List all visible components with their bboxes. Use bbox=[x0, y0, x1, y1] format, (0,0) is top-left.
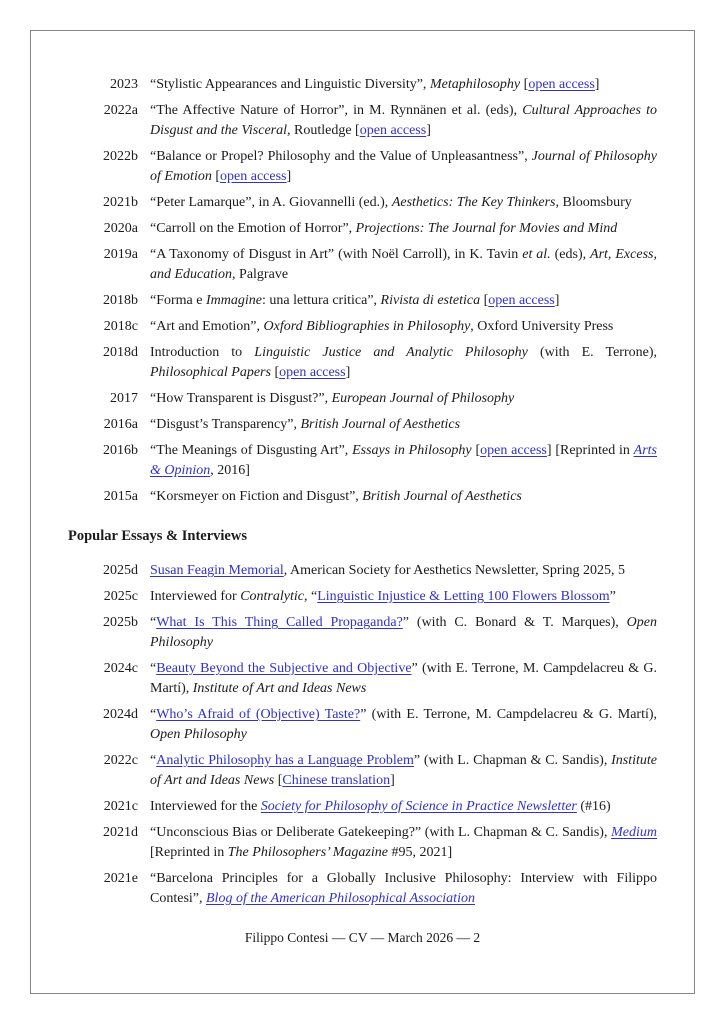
entry-text-segment: ] bbox=[345, 365, 351, 380]
entry-text-segment: “Stylistic Appearances and Linguistic Diversity”, bbox=[150, 77, 430, 92]
entry-text-segment: “ bbox=[150, 615, 157, 630]
entry-text-segment: , Oxford University Press bbox=[470, 319, 614, 334]
entry-year: 2021c bbox=[103, 799, 138, 814]
entry-text-segment: [ bbox=[520, 77, 529, 92]
entry-link[interactable]: Medium bbox=[611, 825, 657, 840]
entry-text-segment: Journal of Philosophy of Emotion bbox=[150, 149, 657, 184]
entry-text-segment: “Carroll on the Emotion of Horror”, bbox=[150, 221, 356, 236]
entry-text-segment: Oxford Bibliographies in Philosophy bbox=[263, 319, 471, 334]
entry-text bbox=[150, 797, 657, 817]
publication-entry bbox=[68, 487, 657, 507]
entry-link[interactable]: Chinese translation bbox=[282, 773, 391, 788]
entry-text-segment: , Palgrave bbox=[232, 267, 289, 282]
entry-text-segment: ] bbox=[594, 77, 600, 92]
entry-text-segment: Metaphilosophy bbox=[429, 77, 521, 92]
entry-year: 2016b bbox=[103, 443, 138, 458]
entry-year: 2023 bbox=[110, 77, 138, 92]
entry-text bbox=[150, 869, 657, 909]
entry-text-segment: Philosophical Papers bbox=[150, 365, 271, 380]
publication-entry bbox=[68, 613, 657, 653]
entry-text-segment: “Disgust’s Transparency”, bbox=[150, 417, 301, 432]
entry-text-segment: “The Affective Nature of Horror”, in M. Rynnänen et al. (eds), bbox=[150, 103, 523, 118]
entry-text-segment: “How Transparent is Disgust?”, bbox=[150, 391, 332, 406]
entry-year: 2020a bbox=[103, 221, 138, 236]
entry-text-segment: ] bbox=[426, 123, 431, 138]
entry-text-segment: Contralytic bbox=[240, 589, 304, 604]
entry-text-segment: (eds), bbox=[550, 247, 591, 262]
entry-text-segment: “Forma e bbox=[150, 293, 206, 308]
entry-text bbox=[150, 823, 657, 863]
entry-text-segment: ] bbox=[554, 293, 560, 308]
entry-text-segment: #95, 2021] bbox=[387, 845, 453, 860]
entry-link[interactable]: open access bbox=[359, 123, 427, 138]
entry-link[interactable]: Linguistic Injustice & Letting 100 Flowers Blossom bbox=[317, 589, 610, 604]
publication-entry bbox=[68, 147, 657, 187]
entry-text bbox=[150, 343, 657, 383]
publication-entry bbox=[68, 587, 657, 607]
page-footer: Filippo Contesi — CV — March 2026 — 2 bbox=[244, 930, 481, 945]
publication-entry bbox=[68, 705, 657, 745]
entry-text-segment: Cultural Approaches to Disgust and the Visceral bbox=[150, 103, 657, 138]
entry-text-segment: Interviewed for bbox=[150, 589, 241, 604]
entry-year: 2018c bbox=[103, 319, 138, 334]
entry-text-segment: “A Taxonomy of Disgust in Art” (with Noël Carroll), in K. Tavin bbox=[150, 247, 523, 262]
entry-year: 2017 bbox=[110, 391, 138, 406]
entry-text-segment: et al. bbox=[522, 247, 551, 262]
entry-text-segment: Rivista di estetica bbox=[380, 293, 481, 308]
entry-year: 2022b bbox=[103, 149, 138, 164]
entry-year: 2018d bbox=[103, 345, 138, 360]
entry-text-segment: [Reprinted in bbox=[150, 845, 228, 860]
entry-text-segment: Projections: The Journal for Movies and Mind bbox=[355, 221, 618, 236]
entry-text bbox=[150, 751, 657, 791]
entry-text-segment: , American Society for Aesthetics Newsletter, Spring 2025, 5 bbox=[283, 563, 625, 578]
entry-link[interactable]: Arts & Opinion bbox=[150, 443, 658, 478]
entry-text-segment: Aesthetics: The Key Thinkers bbox=[391, 195, 556, 210]
publication-entry bbox=[68, 219, 657, 239]
entry-link[interactable]: What Is This Thing Called Propaganda? bbox=[156, 615, 403, 630]
entry-year: 2018b bbox=[103, 293, 138, 308]
entry-text-segment: ” (with C. Bonard & T. Marques), bbox=[402, 615, 627, 630]
entry-text-segment: , 2016] bbox=[210, 463, 250, 478]
entry-text bbox=[150, 415, 657, 435]
publication-entry bbox=[68, 823, 657, 863]
entry-text-segment: British Journal of Aesthetics bbox=[300, 417, 461, 432]
entry-text-segment: [ bbox=[471, 443, 481, 458]
entry-link[interactable]: Analytic Philosophy has a Language Problem bbox=[156, 753, 414, 768]
page-border bbox=[30, 30, 695, 994]
entry-text-segment: Open Philosophy bbox=[150, 615, 657, 650]
entry-text bbox=[150, 441, 657, 481]
entry-text-segment: “ bbox=[150, 753, 157, 768]
entry-text-segment: , Bloomsbury bbox=[555, 195, 632, 210]
publication-entry bbox=[68, 441, 657, 481]
entry-year: 2019a bbox=[103, 247, 138, 262]
entry-text-segment: “Balance or Propel? Philosophy and the Value of Unpleasantness”, bbox=[150, 149, 532, 164]
entry-link[interactable]: Society for Philosophy of Science in Practice Newsletter bbox=[260, 799, 577, 814]
publication-entry bbox=[68, 343, 657, 383]
publication-entry bbox=[68, 389, 657, 409]
entry-text-segment: [ bbox=[274, 773, 283, 788]
entry-text-segment: Interviewed for the bbox=[150, 799, 261, 814]
entry-text bbox=[150, 317, 657, 337]
entry-link[interactable]: Beauty Beyond the Subjective and Objective bbox=[156, 661, 412, 676]
publication-entry bbox=[68, 245, 657, 285]
entry-text bbox=[150, 587, 657, 607]
entry-year: 2022a bbox=[103, 103, 138, 118]
entry-text-segment: “The Meanings of Disgusting Art”, bbox=[150, 443, 353, 458]
publication-entry bbox=[68, 317, 657, 337]
publication-entry bbox=[68, 561, 657, 581]
entry-text-segment: “ bbox=[150, 661, 157, 676]
entry-text-segment: European Journal of Philosophy bbox=[331, 391, 515, 406]
entry-text-segment: Institute of Art and Ideas News bbox=[192, 681, 367, 696]
publication-entry bbox=[68, 869, 657, 909]
entry-year: 2016a bbox=[103, 417, 138, 432]
entry-text bbox=[150, 659, 657, 699]
entry-text-segment: (with E. Terrone), bbox=[527, 345, 658, 360]
entry-text bbox=[150, 705, 657, 745]
publication-entry bbox=[68, 75, 657, 95]
entry-year: 2024c bbox=[103, 661, 138, 676]
entry-year: 2021d bbox=[103, 825, 138, 840]
entry-text-segment: British Journal of Aesthetics bbox=[362, 489, 522, 504]
entry-text-segment: Art, Excess, and Education bbox=[150, 247, 657, 282]
publication-entry bbox=[68, 415, 657, 435]
entry-text bbox=[150, 389, 657, 409]
entry-text bbox=[150, 245, 657, 285]
entry-text-segment: Institute of Art and Ideas News bbox=[150, 753, 657, 788]
entry-text bbox=[150, 147, 657, 187]
entry-text-segment: [ bbox=[480, 293, 489, 308]
entry-text-segment: ] [Reprinted in bbox=[546, 443, 634, 458]
entry-text-segment: ” bbox=[609, 589, 616, 604]
entry-text-segment: ” (with E. Terrone, M. Campdelacreu & G. Martí), bbox=[150, 661, 657, 696]
entry-link[interactable]: open access bbox=[488, 293, 555, 308]
entry-text-segment: : una lettura critica”, bbox=[261, 293, 381, 308]
entry-link[interactable]: Who’s Afraid of (Objective) Taste? bbox=[156, 707, 361, 722]
entry-year: 2025b bbox=[103, 615, 138, 630]
entry-text-segment: [ bbox=[211, 169, 221, 184]
entry-text-segment: ] bbox=[286, 169, 292, 184]
entry-text-segment: ” (with E. Terrone, M. Campdelacreu & G. Martí), bbox=[360, 707, 658, 722]
entry-text bbox=[150, 613, 657, 653]
entry-year: 2015a bbox=[103, 489, 138, 504]
entry-text bbox=[150, 291, 657, 311]
entry-text-segment: ” (with L. Chapman & C. Sandis), bbox=[413, 753, 612, 768]
entry-link[interactable]: open access bbox=[528, 77, 595, 92]
entry-text bbox=[150, 219, 657, 239]
publication-entry bbox=[68, 101, 657, 141]
entry-link[interactable]: Susan Feagin Memorial bbox=[150, 563, 284, 578]
publication-entry bbox=[68, 291, 657, 311]
entry-text-segment: Linguistic Justice and Analytic Philosophy bbox=[254, 345, 528, 360]
entry-text-segment: ] bbox=[390, 773, 395, 788]
entry-text-segment: Immagine bbox=[205, 293, 262, 308]
entry-text-segment: [ bbox=[270, 365, 280, 380]
entry-text-segment: Introduction to bbox=[150, 345, 255, 360]
entry-text-segment: “Art and Emotion”, bbox=[150, 319, 264, 334]
entry-link[interactable]: Blog of the American Philosophical Association bbox=[206, 891, 475, 906]
entry-year: 2025c bbox=[103, 589, 138, 604]
entry-text-segment: (#16) bbox=[576, 799, 611, 814]
entry-text-segment: “Peter Lamarque”, in A. Giovannelli (ed.), bbox=[150, 195, 392, 210]
publication-entry bbox=[68, 659, 657, 699]
entry-year: 2021e bbox=[103, 871, 138, 886]
section-heading: Popular Essays & Interviews bbox=[68, 528, 247, 544]
entry-year: 2025d bbox=[103, 563, 138, 578]
entry-text-segment: , Routledge [ bbox=[287, 123, 360, 138]
cv-body bbox=[68, 75, 657, 915]
entry-text bbox=[150, 75, 657, 95]
entry-link[interactable]: open access bbox=[480, 443, 547, 458]
entry-link[interactable]: open access bbox=[279, 365, 346, 380]
publication-entry bbox=[68, 797, 657, 817]
entry-text-segment: , “ bbox=[303, 589, 318, 604]
entry-text-segment: Open Philosophy bbox=[150, 727, 247, 742]
entry-year: 2022c bbox=[103, 753, 138, 768]
entry-text-segment: Essays in Philosophy bbox=[352, 443, 472, 458]
entry-year: 2021b bbox=[103, 195, 138, 210]
entry-text bbox=[150, 193, 657, 213]
entry-text bbox=[150, 561, 657, 581]
entry-text bbox=[150, 101, 657, 141]
entry-text bbox=[150, 487, 657, 507]
entry-text-segment: The Philosophers’ Magazine bbox=[227, 845, 388, 860]
entry-link[interactable]: open access bbox=[220, 169, 287, 184]
entry-text-segment: “Barcelona Principles for a Globally Inclusive Philosophy: Interview with Filippo Contesi”, bbox=[150, 871, 657, 906]
publication-entry bbox=[68, 193, 657, 213]
entry-text-segment: “Unconscious Bias or Deliberate Gatekeeping?” (with L. Chapman & C. Sandis), bbox=[150, 825, 612, 840]
entry-text-segment: “Korsmeyer on Fiction and Disgust”, bbox=[150, 489, 363, 504]
publication-entry bbox=[68, 751, 657, 791]
entry-year: 2024d bbox=[103, 707, 138, 722]
entry-text-segment: “ bbox=[150, 707, 157, 722]
